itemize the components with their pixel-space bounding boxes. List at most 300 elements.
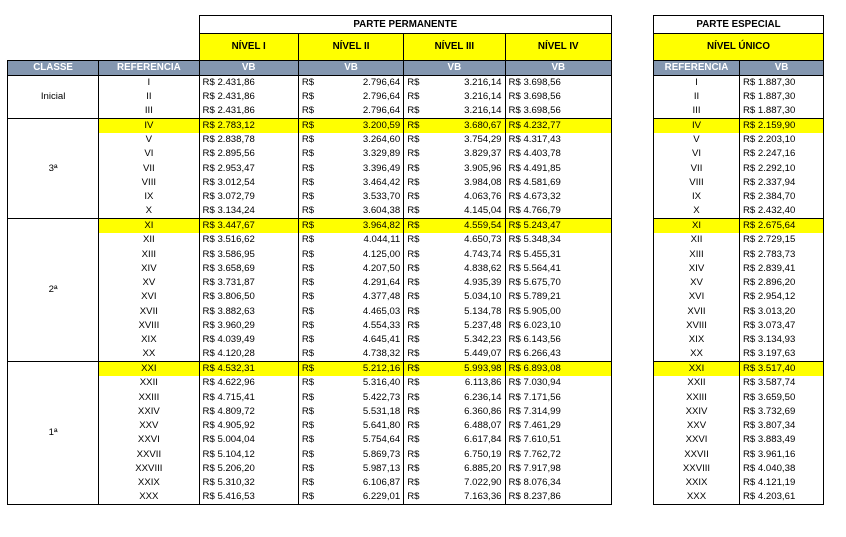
- currency-prefix: R$: [301, 77, 315, 89]
- vb-level-2-cell: [298, 433, 403, 447]
- vb-level-4-cell: R$ 6.023,10: [505, 319, 611, 333]
- amount: 5.342,23: [464, 334, 502, 346]
- amount: 4.559,54: [464, 220, 502, 232]
- vb-level-4-cell: R$ 6.893,08: [505, 361, 611, 375]
- referencia-cell: VIII: [654, 176, 740, 190]
- amount: 4.125,00: [362, 248, 401, 260]
- vb-cell: R$ 3.517,40: [740, 361, 824, 375]
- vb-level-1-cell: R$ 3.658,69: [199, 261, 298, 275]
- table-row: [654, 118, 824, 132]
- currency-prefix: R$: [301, 120, 315, 132]
- referencia-cell: XIV: [99, 261, 199, 275]
- table-row: [654, 161, 824, 175]
- currency-prefix: R$: [301, 491, 315, 503]
- amount: 6.617,84: [464, 434, 502, 446]
- table-row: [8, 290, 612, 304]
- amount: 7.163,36: [464, 491, 502, 503]
- amount: 5.987,13: [362, 463, 401, 475]
- vb-cell: R$ 3.659,50: [740, 390, 824, 404]
- table-row: [8, 404, 612, 418]
- currency-prefix: R$: [407, 305, 420, 317]
- classe-cell: 3ª: [8, 118, 99, 218]
- referencia-cell: XVIII: [99, 319, 199, 333]
- vb-column-header: VB: [199, 61, 298, 76]
- table-row: [8, 361, 612, 375]
- table-row: [654, 404, 824, 418]
- vb-level-4-cell: R$ 7.762,72: [505, 447, 611, 461]
- amount: 4.063,76: [464, 191, 502, 203]
- currency-prefix: R$: [407, 191, 420, 203]
- level-2-header: NÍVEL II: [298, 34, 403, 61]
- amount: 2.796,64: [362, 91, 401, 103]
- vb-level-4-cell: R$ 5.789,21: [505, 290, 611, 304]
- vb-level-2-cell: [298, 118, 403, 132]
- vb-cell: R$ 2.954,12: [740, 290, 824, 304]
- vb-level-2-cell: [298, 390, 403, 404]
- vb-level-1-cell: R$ 3.012,54: [199, 176, 298, 190]
- referencia-cell: XXIV: [99, 404, 199, 418]
- vb-level-4-cell: R$ 3.698,56: [505, 76, 611, 90]
- vb-cell: R$ 3.073,47: [740, 319, 824, 333]
- vb-level-2-cell: [298, 404, 403, 418]
- referencia-cell: XII: [654, 233, 740, 247]
- currency-prefix: R$: [407, 320, 420, 332]
- amount: 3.604,38: [362, 205, 401, 217]
- referencia-cell: XXIII: [654, 390, 740, 404]
- currency-prefix: R$: [407, 105, 420, 117]
- vb-level-2-cell: [298, 490, 403, 504]
- referencia-cell: XV: [99, 276, 199, 290]
- vb-cell: R$ 2.292,10: [740, 161, 824, 175]
- currency-prefix: R$: [301, 205, 315, 217]
- currency-prefix: R$: [407, 220, 420, 232]
- vb-cell: R$ 2.729,15: [740, 233, 824, 247]
- currency-prefix: R$: [301, 305, 315, 317]
- vb-cell: R$ 2.384,70: [740, 190, 824, 204]
- vb-level-3-cell: [404, 118, 505, 132]
- referencia-cell: XXVII: [654, 447, 740, 461]
- vb-level-2-cell: [298, 247, 403, 261]
- referencia-cell: XXX: [99, 490, 199, 504]
- amount: 5.422,73: [362, 391, 401, 403]
- vb-level-4-cell: R$ 4.673,32: [505, 190, 611, 204]
- referencia-cell: III: [99, 104, 199, 118]
- vb-cell: R$ 2.432,40: [740, 204, 824, 218]
- amount: 3.680,67: [464, 120, 502, 132]
- vb-level-3-cell: [404, 161, 505, 175]
- currency-prefix: R$: [301, 405, 315, 417]
- amount: 5.034,10: [464, 291, 502, 303]
- amount: 3.984,08: [464, 177, 502, 189]
- vb-level-1-cell: R$ 4.039,49: [199, 333, 298, 347]
- amount: 5.212,16: [362, 363, 401, 375]
- amount: 4.207,50: [362, 262, 401, 274]
- table-row: [654, 190, 824, 204]
- vb-level-2-cell: [298, 161, 403, 175]
- currency-prefix: R$: [407, 477, 420, 489]
- vb-cell: R$ 4.040,38: [740, 462, 824, 476]
- vb-level-4-cell: R$ 4.403,78: [505, 147, 611, 161]
- referencia-cell: XXVIII: [99, 462, 199, 476]
- vb-level-1-cell: R$ 3.516,62: [199, 233, 298, 247]
- amount: 6.106,87: [362, 477, 401, 489]
- vb-cell: R$ 2.247,16: [740, 147, 824, 161]
- referencia-cell: XIII: [654, 247, 740, 261]
- currency-prefix: R$: [301, 363, 315, 375]
- vb-level-4-cell: R$ 4.766,79: [505, 204, 611, 218]
- vb-column-header: VB: [505, 61, 611, 76]
- permanent-title: PARTE PERMANENTE: [199, 16, 611, 34]
- vb-level-1-cell: R$ 2.431,86: [199, 104, 298, 118]
- vb-level-2-cell: [298, 347, 403, 361]
- vb-level-2-cell: [298, 190, 403, 204]
- special-title: PARTE ESPECIAL: [654, 16, 824, 34]
- amount: 5.134,78: [464, 305, 502, 317]
- currency-prefix: R$: [301, 434, 315, 446]
- referencia-cell: XXI: [99, 361, 199, 375]
- vb-level-3-cell: [404, 376, 505, 390]
- referencia-cell: XV: [654, 276, 740, 290]
- currency-prefix: R$: [407, 134, 420, 146]
- vb-level-2-cell: [298, 133, 403, 147]
- vb-level-4-cell: R$ 6.143,56: [505, 333, 611, 347]
- vb-level-1-cell: R$ 2.431,86: [199, 90, 298, 104]
- vb-level-2-cell: [298, 333, 403, 347]
- vb-level-1-cell: R$ 4.905,92: [199, 419, 298, 433]
- vb-level-1-cell: R$ 2.838,78: [199, 133, 298, 147]
- amount: 5.531,18: [362, 405, 401, 417]
- vb-level-2-cell: [298, 233, 403, 247]
- table-row: [654, 462, 824, 476]
- amount: 6.229,01: [362, 491, 401, 503]
- table-row: [654, 233, 824, 247]
- vb-cell: R$ 2.337,94: [740, 176, 824, 190]
- currency-prefix: R$: [301, 391, 315, 403]
- vb-cell: R$ 2.203,10: [740, 133, 824, 147]
- currency-prefix: R$: [407, 491, 420, 503]
- referencia-cell: XXIV: [654, 404, 740, 418]
- vb-level-2-cell: [298, 476, 403, 490]
- table-row: [654, 476, 824, 490]
- amount: 3.905,96: [464, 162, 502, 174]
- amount: 6.360,86: [464, 405, 502, 417]
- table-row: [654, 433, 824, 447]
- vb-level-3-cell: [404, 233, 505, 247]
- vb-level-4-cell: R$ 4.491,85: [505, 161, 611, 175]
- amount: 6.488,07: [464, 420, 502, 432]
- vb-level-4-cell: R$ 8.237,86: [505, 490, 611, 504]
- vb-level-4-cell: R$ 3.698,56: [505, 90, 611, 104]
- vb-level-3-cell: [404, 476, 505, 490]
- permanent-salary-table: [7, 15, 612, 505]
- vb-cell: R$ 3.587,74: [740, 376, 824, 390]
- vb-level-3-cell: [404, 419, 505, 433]
- vb-level-1-cell: R$ 5.104,12: [199, 447, 298, 461]
- amount: 3.964,82: [362, 220, 401, 232]
- vb-cell: R$ 2.839,41: [740, 261, 824, 275]
- vb-cell: R$ 4.203,61: [740, 490, 824, 504]
- referencia-cell: XXIII: [99, 390, 199, 404]
- currency-prefix: R$: [301, 463, 315, 475]
- currency-prefix: R$: [301, 477, 315, 489]
- vb-level-1-cell: R$ 2.431,86: [199, 76, 298, 90]
- vb-level-3-cell: [404, 404, 505, 418]
- vb-level-3-cell: [404, 304, 505, 318]
- vb-level-1-cell: R$ 4.715,41: [199, 390, 298, 404]
- table-row: [8, 233, 612, 247]
- referencia-cell: XIV: [654, 261, 740, 275]
- table-row: [8, 347, 612, 361]
- currency-prefix: R$: [301, 420, 315, 432]
- referencia-cell: XII: [99, 233, 199, 247]
- referencia-cell: III: [654, 104, 740, 118]
- table-row: [8, 376, 612, 390]
- amount: 3.329,89: [362, 148, 401, 160]
- vb-level-4-cell: R$ 7.917,98: [505, 462, 611, 476]
- currency-prefix: R$: [301, 248, 315, 260]
- currency-prefix: R$: [301, 105, 315, 117]
- vb-cell: R$ 1.887,30: [740, 90, 824, 104]
- referencia-cell: X: [99, 204, 199, 218]
- vb-cell: R$ 3.883,49: [740, 433, 824, 447]
- currency-prefix: R$: [301, 162, 315, 174]
- amount: 4.743,74: [464, 248, 502, 260]
- classe-cell: 1ª: [8, 361, 99, 504]
- vb-level-1-cell: R$ 3.134,24: [199, 204, 298, 218]
- level-3-header: NÍVEL III: [404, 34, 505, 61]
- vb-level-2-cell: [298, 376, 403, 390]
- amount: 4.145,04: [464, 205, 502, 217]
- amount: 4.377,48: [362, 291, 401, 303]
- amount: 3.216,14: [464, 77, 502, 89]
- referencia-cell: IV: [99, 118, 199, 132]
- amount: 4.838,62: [464, 262, 502, 274]
- referencia-cell: VIII: [99, 176, 199, 190]
- amount: 4.554,33: [362, 320, 401, 332]
- vb-level-4-cell: R$ 7.171,56: [505, 390, 611, 404]
- vb-level-3-cell: [404, 490, 505, 504]
- table-row: [8, 133, 612, 147]
- table-row: [8, 118, 612, 132]
- amount: 5.237,48: [464, 320, 502, 332]
- referencia-cell: XVI: [654, 290, 740, 304]
- vb-level-4-cell: R$ 5.348,34: [505, 233, 611, 247]
- referencia-cell: I: [654, 76, 740, 90]
- amount: 5.641,80: [362, 420, 401, 432]
- currency-prefix: R$: [301, 262, 315, 274]
- vb-level-3-cell: [404, 133, 505, 147]
- table-row: [8, 204, 612, 218]
- vb-level-1-cell: R$ 3.072,79: [199, 190, 298, 204]
- table-row: [8, 319, 612, 333]
- table-row: [8, 190, 612, 204]
- currency-prefix: R$: [301, 334, 315, 346]
- amount: 5.754,64: [362, 434, 401, 446]
- currency-prefix: R$: [407, 391, 420, 403]
- table-row: [8, 304, 612, 318]
- table-row: [8, 462, 612, 476]
- vb-level-1-cell: R$ 4.809,72: [199, 404, 298, 418]
- currency-prefix: R$: [407, 120, 420, 132]
- vb-level-3-cell: [404, 390, 505, 404]
- referencia-cell: IX: [654, 190, 740, 204]
- amount: 6.236,14: [464, 391, 502, 403]
- vb-level-2-cell: [298, 290, 403, 304]
- referencia-cell: XXIX: [99, 476, 199, 490]
- referencia-cell: XVIII: [654, 319, 740, 333]
- currency-prefix: R$: [407, 248, 420, 260]
- table-row: [654, 176, 824, 190]
- vb-column-header: VB: [404, 61, 505, 76]
- table-row: [8, 433, 612, 447]
- vb-level-1-cell: R$ 5.416,53: [199, 490, 298, 504]
- table-row: [654, 419, 824, 433]
- table-row: [8, 419, 612, 433]
- referencia-cell: IV: [654, 118, 740, 132]
- referencia-column-header: REFERENCIA: [654, 61, 740, 76]
- vb-cell: R$ 3.013,20: [740, 304, 824, 318]
- vb-level-1-cell: R$ 2.895,56: [199, 147, 298, 161]
- table-row: [654, 333, 824, 347]
- vb-level-3-cell: [404, 276, 505, 290]
- classe-column-header: CLASSE: [8, 61, 99, 76]
- amount: 4.465,03: [362, 305, 401, 317]
- currency-prefix: R$: [407, 348, 420, 360]
- referencia-cell: XVII: [99, 304, 199, 318]
- vb-level-4-cell: R$ 4.317,43: [505, 133, 611, 147]
- referencia-cell: XIX: [654, 333, 740, 347]
- vb-level-4-cell: R$ 5.675,70: [505, 276, 611, 290]
- vb-level-3-cell: [404, 147, 505, 161]
- table-row: [654, 447, 824, 461]
- referencia-cell: I: [99, 76, 199, 90]
- table-row: [8, 76, 612, 90]
- vb-level-3-cell: [404, 218, 505, 232]
- amount: 4.291,64: [362, 277, 401, 289]
- vb-level-1-cell: R$ 4.532,31: [199, 361, 298, 375]
- amount: 3.396,49: [362, 162, 401, 174]
- vb-level-4-cell: R$ 4.232,77: [505, 118, 611, 132]
- referencia-cell: VII: [654, 161, 740, 175]
- referencia-cell: XX: [99, 347, 199, 361]
- table-row: [8, 176, 612, 190]
- vb-cell: R$ 3.197,63: [740, 347, 824, 361]
- vb-level-1-cell: R$ 3.731,87: [199, 276, 298, 290]
- table-row: [8, 218, 612, 232]
- referencia-column-header: REFERENCIA: [99, 61, 199, 76]
- vb-column-header: VB: [740, 61, 824, 76]
- table-row: [654, 390, 824, 404]
- table-row: [8, 333, 612, 347]
- vb-level-3-cell: [404, 204, 505, 218]
- amount: 5.316,40: [362, 377, 401, 389]
- table-row: [8, 490, 612, 504]
- vb-level-3-cell: [404, 190, 505, 204]
- vb-level-1-cell: R$ 5.206,20: [199, 462, 298, 476]
- amount: 6.885,20: [464, 463, 502, 475]
- vb-level-2-cell: [298, 361, 403, 375]
- table-row: [8, 90, 612, 104]
- amount: 3.754,29: [464, 134, 502, 146]
- referencia-cell: XXVII: [99, 447, 199, 461]
- table-row: [654, 218, 824, 232]
- referencia-cell: XXVIII: [654, 462, 740, 476]
- vb-level-2-cell: [298, 76, 403, 90]
- vb-cell: R$ 2.675,64: [740, 218, 824, 232]
- single-level-header: NÍVEL ÚNICO: [654, 34, 824, 61]
- table-row: [654, 76, 824, 90]
- amount: 3.533,70: [362, 191, 401, 203]
- vb-cell: R$ 3.732,69: [740, 404, 824, 418]
- currency-prefix: R$: [407, 162, 420, 174]
- vb-level-2-cell: [298, 90, 403, 104]
- currency-prefix: R$: [301, 91, 315, 103]
- vb-level-2-cell: [298, 276, 403, 290]
- amount: 5.449,07: [464, 348, 502, 360]
- currency-prefix: R$: [301, 348, 315, 360]
- vb-cell: R$ 1.887,30: [740, 104, 824, 118]
- vb-cell: R$ 2.896,20: [740, 276, 824, 290]
- vb-cell: R$ 3.134,93: [740, 333, 824, 347]
- vb-level-4-cell: R$ 5.564,41: [505, 261, 611, 275]
- vb-level-3-cell: [404, 462, 505, 476]
- amount: 3.200,59: [362, 120, 401, 132]
- table-row: [654, 276, 824, 290]
- currency-prefix: R$: [407, 434, 420, 446]
- table-row: [8, 247, 612, 261]
- vb-level-3-cell: [404, 347, 505, 361]
- currency-prefix: R$: [407, 448, 420, 460]
- referencia-cell: VI: [654, 147, 740, 161]
- amount: 4.650,73: [464, 234, 502, 246]
- referencia-cell: V: [99, 133, 199, 147]
- referencia-cell: VII: [99, 161, 199, 175]
- vb-level-1-cell: R$ 4.120,28: [199, 347, 298, 361]
- referencia-cell: XIII: [99, 247, 199, 261]
- vb-level-2-cell: [298, 218, 403, 232]
- referencia-cell: XXVI: [99, 433, 199, 447]
- referencia-cell: V: [654, 133, 740, 147]
- vb-level-2-cell: [298, 319, 403, 333]
- referencia-cell: II: [654, 90, 740, 104]
- amount: 2.796,64: [362, 77, 401, 89]
- referencia-cell: IX: [99, 190, 199, 204]
- currency-prefix: R$: [301, 177, 315, 189]
- referencia-cell: XXII: [654, 376, 740, 390]
- table-row: [654, 304, 824, 318]
- vb-level-1-cell: R$ 5.310,32: [199, 476, 298, 490]
- table-row: [8, 276, 612, 290]
- currency-prefix: R$: [301, 377, 315, 389]
- level-4-header: NÍVEL IV: [505, 34, 611, 61]
- currency-prefix: R$: [407, 377, 420, 389]
- referencia-cell: XI: [654, 218, 740, 232]
- table-row: [654, 290, 824, 304]
- vb-cell: R$ 3.807,34: [740, 419, 824, 433]
- vb-level-4-cell: R$ 8.076,34: [505, 476, 611, 490]
- vb-level-2-cell: [298, 304, 403, 318]
- referencia-cell: XXII: [99, 376, 199, 390]
- currency-prefix: R$: [407, 234, 420, 246]
- referencia-cell: XVII: [654, 304, 740, 318]
- vb-level-3-cell: [404, 290, 505, 304]
- table-row: [8, 476, 612, 490]
- vb-level-3-cell: [404, 247, 505, 261]
- currency-prefix: R$: [407, 205, 420, 217]
- currency-prefix: R$: [407, 463, 420, 475]
- vb-level-3-cell: [404, 333, 505, 347]
- vb-level-1-cell: R$ 2.953,47: [199, 161, 298, 175]
